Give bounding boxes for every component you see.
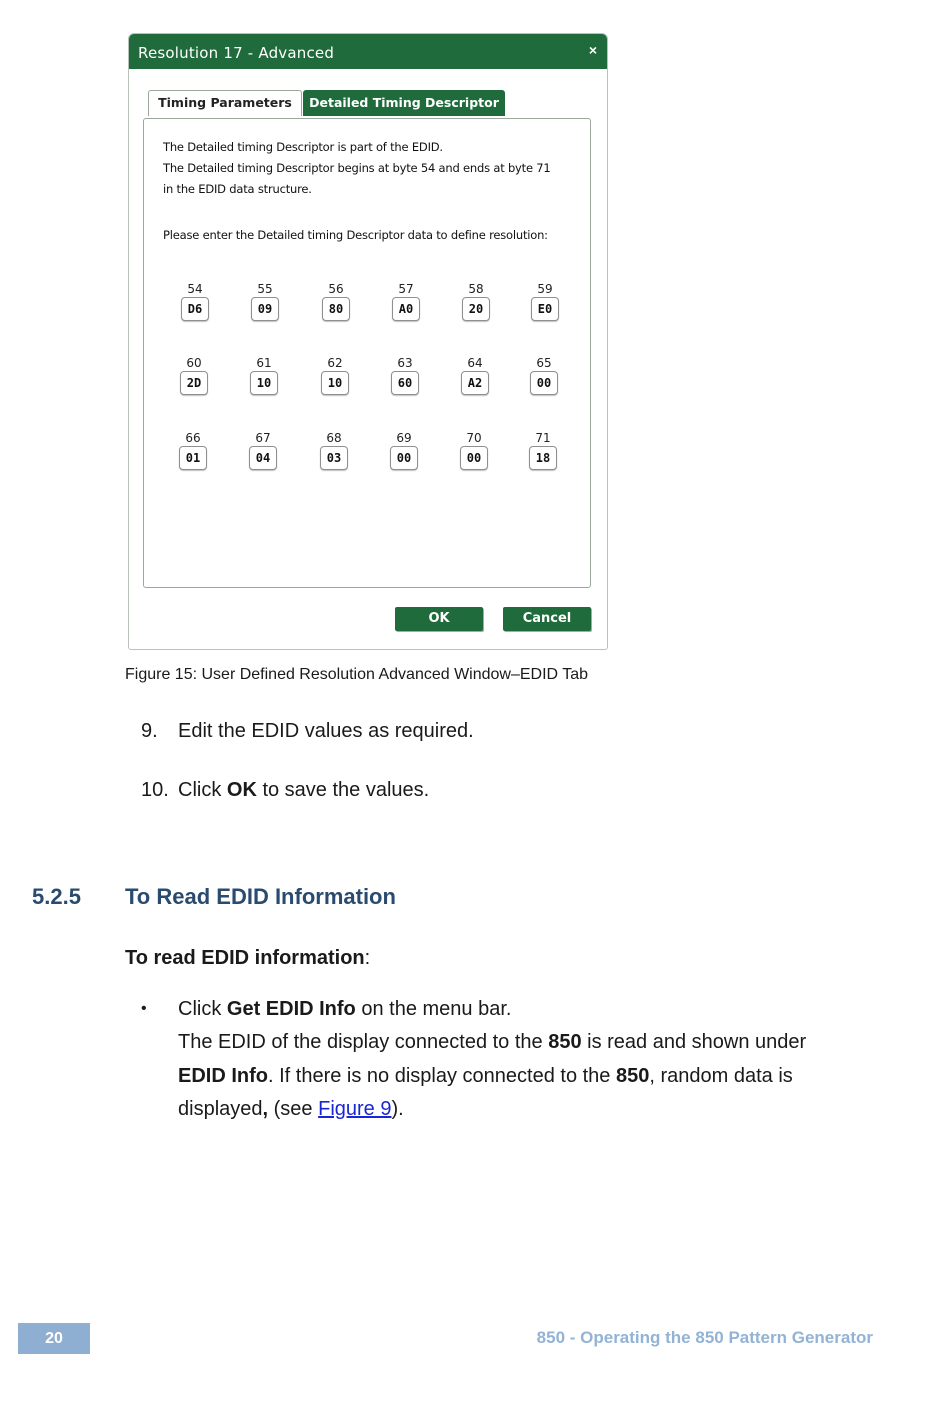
- cancel-button[interactable]: Cancel: [503, 607, 591, 631]
- byte-input[interactable]: [529, 446, 557, 470]
- byte-input[interactable]: [392, 297, 420, 321]
- bullet-line-2: [178, 1031, 806, 1054]
- byte-index-label: 71: [535, 431, 551, 445]
- byte-field-68: [314, 430, 354, 470]
- step-text-post: to save the values.: [256, 779, 430, 801]
- procedure-heading-bold: To read EDID information: [125, 947, 365, 969]
- step-number: 9.: [141, 720, 158, 742]
- byte-index-label: 68: [326, 431, 342, 445]
- byte-input[interactable]: [322, 297, 350, 321]
- byte-index-label: 69: [396, 431, 412, 445]
- close-icon[interactable]: ×: [588, 42, 597, 58]
- byte-input[interactable]: [321, 371, 349, 395]
- step-9: [141, 720, 474, 743]
- byte-index-label: 55: [257, 282, 273, 296]
- text-run-bold: EDID Info: [178, 1065, 268, 1087]
- byte-field-60: [174, 355, 214, 395]
- step-text-pre: Edit the EDID values as required.: [178, 720, 474, 742]
- step-text: [178, 779, 429, 802]
- byte-input[interactable]: [461, 371, 489, 395]
- step-number: 10.: [141, 779, 169, 801]
- figure-caption: Figure 15: User Defined Resolution Advanced Window–EDID Tab: [125, 666, 589, 683]
- instruction-line: Please enter the Detailed timing Descriptor data to define resolution:: [163, 228, 548, 242]
- step-text-pre: Click: [178, 779, 227, 801]
- byte-index-label: 58: [468, 282, 484, 296]
- dialog-title: Resolution 17 - Advanced: [138, 44, 335, 62]
- text-run: (see: [268, 1098, 319, 1120]
- figure-9-link[interactable]: Figure 9: [318, 1098, 392, 1120]
- bullet-line-4: [178, 1098, 404, 1121]
- byte-input[interactable]: [249, 446, 277, 470]
- byte-input[interactable]: [531, 297, 559, 321]
- text-run-bold: 850: [548, 1031, 582, 1053]
- text-run: . If there is no display connected to the: [268, 1065, 616, 1087]
- text-run: , random data is: [649, 1065, 793, 1087]
- byte-field-55: [245, 281, 285, 321]
- byte-index-label: 64: [467, 356, 483, 370]
- byte-index-label: 61: [256, 356, 272, 370]
- text-run: displayed: [178, 1098, 263, 1120]
- step-10: [141, 779, 430, 802]
- byte-field-58: [456, 281, 496, 321]
- byte-input[interactable]: [250, 371, 278, 395]
- tab-timing-parameters[interactable]: Timing Parameters: [148, 90, 302, 116]
- text-run-bold: Get EDID Info: [226, 998, 356, 1020]
- byte-field-70: [454, 430, 494, 470]
- text-run-bold: ,: [262, 1098, 269, 1120]
- byte-index-label: 56: [328, 282, 344, 296]
- descriptor-panel: [143, 118, 591, 588]
- text-run: is read and shown under: [581, 1031, 807, 1053]
- text-run: The EDID of the display connected to the: [178, 1031, 549, 1053]
- description-line: in the EDID data structure.: [163, 182, 312, 196]
- byte-index-label: 59: [537, 282, 553, 296]
- text-run: ).: [391, 1098, 404, 1120]
- text-run: on the menu bar.: [355, 998, 512, 1020]
- byte-index-label: 57: [398, 282, 414, 296]
- byte-input[interactable]: [391, 371, 419, 395]
- footer-title: 850 - Operating the 850 Pattern Generator: [536, 1328, 873, 1347]
- byte-field-61: [244, 355, 284, 395]
- byte-index-label: 66: [185, 431, 201, 445]
- byte-field-56: [316, 281, 356, 321]
- byte-input[interactable]: [181, 297, 209, 321]
- procedure-heading: [125, 947, 370, 970]
- section-title: To Read EDID Information: [125, 884, 396, 909]
- byte-input[interactable]: [179, 446, 207, 470]
- byte-index-label: 60: [186, 356, 202, 370]
- byte-field-67: [243, 430, 283, 470]
- byte-field-64: [455, 355, 495, 395]
- byte-input[interactable]: [460, 446, 488, 470]
- text-run: Click: [178, 998, 227, 1020]
- byte-input[interactable]: [251, 297, 279, 321]
- byte-index-label: 70: [466, 431, 482, 445]
- byte-field-59: [525, 281, 565, 321]
- bullet-line-1: [178, 998, 511, 1021]
- byte-field-57: [386, 281, 426, 321]
- byte-index-label: 65: [536, 356, 552, 370]
- byte-input[interactable]: [320, 446, 348, 470]
- dialog-titlebar: [129, 34, 607, 69]
- byte-field-62: [315, 355, 355, 395]
- byte-field-63: [385, 355, 425, 395]
- byte-index-label: 54: [187, 282, 203, 296]
- byte-field-66: [173, 430, 213, 470]
- byte-index-label: 62: [327, 356, 343, 370]
- bullet-icon: •: [141, 1000, 147, 1017]
- byte-input[interactable]: [462, 297, 490, 321]
- advanced-dialog: [128, 33, 608, 650]
- step-text-bold: OK: [226, 779, 257, 801]
- byte-input[interactable]: [390, 446, 418, 470]
- page-number: 20: [18, 1323, 90, 1354]
- byte-field-65: [524, 355, 564, 395]
- byte-field-69: [384, 430, 424, 470]
- byte-input[interactable]: [180, 371, 208, 395]
- step-text: [178, 720, 474, 743]
- section-number: 5.2.5: [32, 884, 81, 909]
- byte-input[interactable]: [530, 371, 558, 395]
- description-line: The Detailed timing Descriptor is part of the EDID.: [163, 140, 443, 154]
- byte-field-54: [175, 281, 215, 321]
- procedure-heading-colon: :: [364, 947, 371, 969]
- byte-field-71: [523, 430, 563, 470]
- bullet-line-3: [178, 1065, 793, 1088]
- byte-index-label: 67: [255, 431, 271, 445]
- text-run-bold: 850: [616, 1065, 650, 1087]
- tab-detailed-timing-descriptor[interactable]: Detailed Timing Descriptor: [303, 90, 505, 116]
- byte-index-label: 63: [397, 356, 413, 370]
- description-line: The Detailed timing Descriptor begins at byte 54 and ends at byte 71: [163, 161, 551, 175]
- ok-button[interactable]: OK: [395, 607, 483, 631]
